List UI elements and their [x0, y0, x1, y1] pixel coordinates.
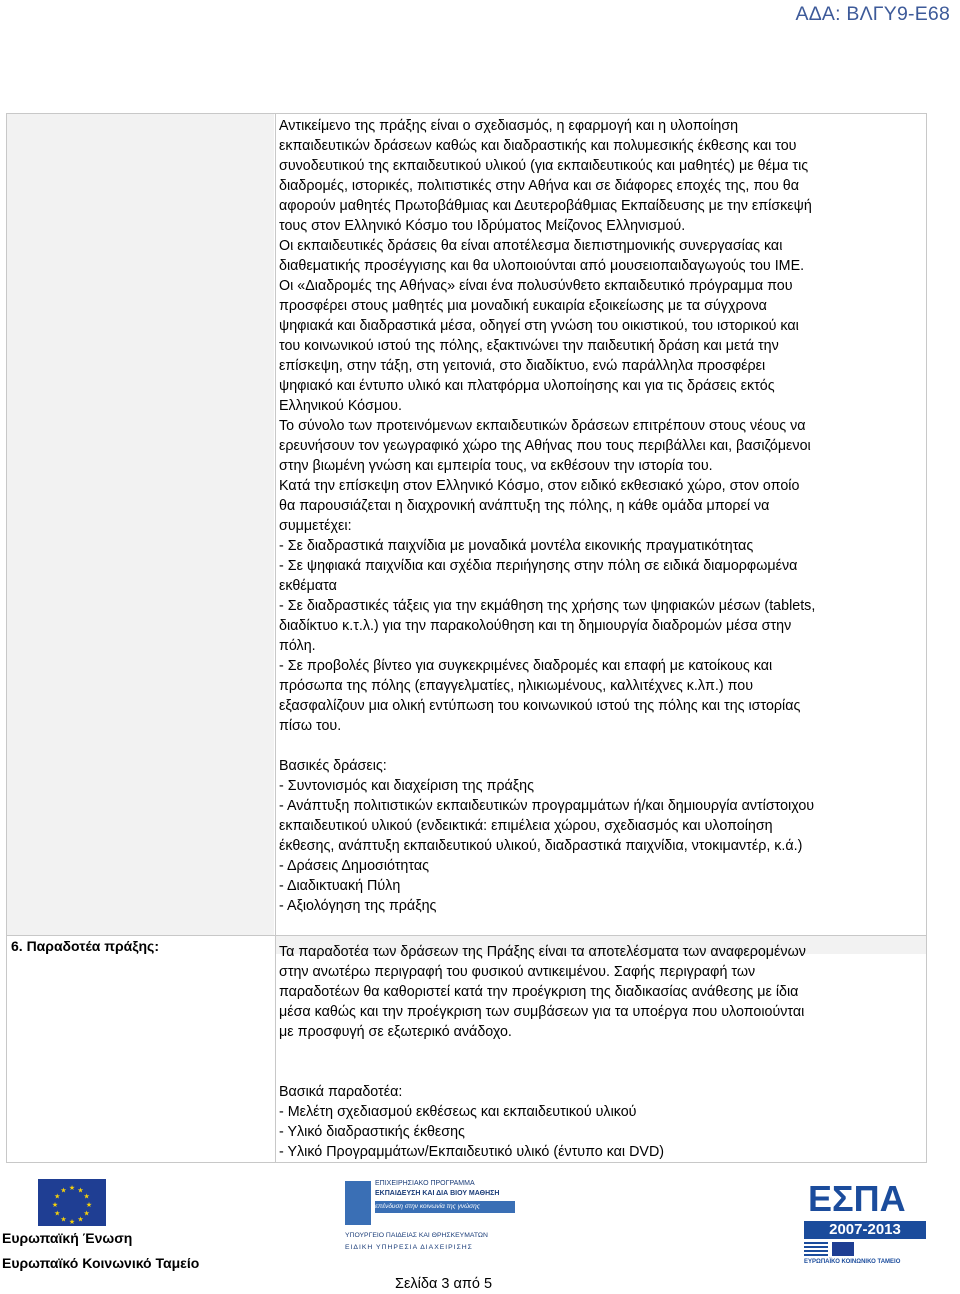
text-line: εκπαιδευτικού υλικού (ενδεικτικά: επιμέλεια χώρου, σχεδιασμός και υλοποίηση [279, 818, 773, 834]
page-number: Σελίδα 3 από 5 [395, 1276, 493, 1292]
svg-text:★: ★ [54, 1209, 61, 1218]
esf-label: Ευρωπαϊκό Κοινωνικό Ταμείο [2, 1255, 200, 1271]
text-line: συνοδευτικού της εκπαιδευτικού υλικού (για εκπαιδευτικούς και μαθητές) με θέμα τις [279, 158, 809, 174]
ada-code: ΑΔΑ: ΒΛΓΥ9-Ε68 [795, 3, 950, 25]
text-line: εξασφαλίζουν μια ολική εντύπωση του κοινωνικού ιστού της πόλης και της ιστορίας [279, 698, 801, 714]
svg-text:★: ★ [68, 1218, 76, 1226]
text-line: - Διαδικτυακή Πύλη [279, 878, 401, 894]
edu-logo-line: ΕΚΠΑΙΔΕΥΣΗ ΚΑΙ ΔΙΑ ΒΙΟΥ ΜΑΘΗΣΗ [375, 1190, 500, 1197]
text-line: - Μελέτη σχεδιασμού εκθέσεως και εκπαιδευτικού υλικού [279, 1104, 637, 1120]
text-line: - Σε διαδραστικές τάξεις για την εκμάθηση της χρήσης των ψηφιακών μέσων (tablets, [279, 598, 816, 614]
text-line: τους στον Ελληνικό Κόσμο του Ιδρύματος Μείζονος Ελληνισμού. [279, 218, 686, 234]
text-line: - Ανάπτυξη πολιτιστικών εκπαιδευτικών προγραμμάτων ή/και δημιουργία αντίστοιχου [279, 798, 815, 814]
text-line: στην ανωτέρω περιγραφή του φυσικού αντικειμένου. Σαφής περιγραφή των [279, 964, 756, 980]
text-line: - Συντονισμός και διαχείριση της πράξης [279, 778, 534, 794]
paragraph-gap [279, 1062, 924, 1082]
text-line: συμμετέχει: [279, 518, 352, 534]
text-line: - Υλικό Προγραμμάτων/Εκπαιδευτικό υλικό (έντυπο και DVD) [279, 1144, 665, 1160]
table-top-border [6, 113, 927, 114]
svg-text:★: ★ [60, 1186, 67, 1195]
text-line: παραδοτέων θα καθοριστεί κατά την προέγκριση της διαδικασίας ανάθεσης με ίδια [279, 984, 799, 1000]
logo-mark-icon [345, 1181, 371, 1225]
edu-logo-line: ΕΙΔΙΚΗ ΥΠΗΡΕΣΙΑ ΔΙΑΧΕΙΡΙΣΗΣ [345, 1244, 473, 1251]
text-line: Οι «Διαδρομές της Αθήνας» είναι ένα πολυσύνθετο εκπαιδευτικό πρόγραμμα που [279, 278, 793, 294]
svg-text:★: ★ [60, 1215, 67, 1224]
text-line: μέσα καθώς και την προέγκριση των συμβάσεων για τα υποέργα που υλοποιούνται [279, 1004, 805, 1020]
text-line: ερευνήσουν τον γεωγραφικό χώρο της Αθήνας που τους περιβάλλει και, βασιζόμενοι [279, 438, 811, 454]
text-line: ψηφιακά και διαδραστικά μέσα, οδηγεί στη γνώση του οικιστικού, του ιστορικού και [279, 318, 799, 334]
paragraph-gap [279, 1042, 924, 1062]
text-line: επίσκεψη, στην τάξη, στη γειτονιά, στο διαδίκτυο, ενώ παράλληλα προσφέρει [279, 358, 766, 374]
text-line: στην βιωμένη γνώση και εμπειρία τους, να εκθέσουν την ιστορία του. [279, 458, 713, 474]
text-line: Βασικές δράσεις: [279, 758, 387, 774]
edu-logo-line: ΕΠΙΧΕΙΡΗΣΙΑΚΟ ΠΡΟΓΡΑΜΜΑ [375, 1180, 475, 1187]
text-line: - Σε ψηφιακά παιχνίδια και σχέδια περιήγησης στην πόλη σε ειδικά διαμορφωμένα [279, 558, 798, 574]
edu-logo-line: ΥΠΟΥΡΓΕΙΟ ΠΑΙΔΕΙΑΣ ΚΑΙ ΘΡΗΣΚΕΥΜΑΤΩΝ [345, 1232, 488, 1239]
text-line: του κοινωνικού ιστού της πόλης, εξακτινώνει την παιδευτική δράση και μετά την [279, 338, 779, 354]
svg-text:★: ★ [51, 1201, 59, 1209]
svg-text:★: ★ [85, 1201, 93, 1209]
espa-years: 2007-2013 [804, 1221, 926, 1239]
text-line: - Σε προβολές βίντεο για συγκεκριμένες διαδρομές και επαφή με κατοίκους και [279, 658, 773, 674]
eu-stars-icon [38, 1179, 106, 1226]
svg-text:★: ★ [83, 1192, 90, 1201]
text-line: - Υλικό διαδραστικής έκθεσης [279, 1124, 465, 1140]
text-line: Αντικείμενο της πράξης είναι ο σχεδιασμός, η εφαρμογή και η υλοποίηση [279, 118, 739, 134]
text-line: διαδρομές, ιστορικές, πολιτιστικές στην Αθήνα και σε διάφορες εποχές της, που θα [279, 178, 799, 194]
text-line: πίσω του. [279, 718, 342, 734]
svg-text:★: ★ [54, 1192, 61, 1201]
deliverables-description [279, 942, 924, 1162]
education-programme-logo [345, 1179, 517, 1257]
espa-title: ΕΣΠΑ [808, 1178, 906, 1219]
text-line: Τα παραδοτέα των δράσεων της Πράξης είναι τα αποτελέσματα των αναφερομένων [279, 944, 806, 960]
espa-caption: ΕΥΡΩΠΑΪΚΟ ΚΟΙΝΩΝΙΚΟ ΤΑΜΕΙΟ [804, 1259, 901, 1265]
text-line: Το σύνολο των προτεινόμενων εκπαιδευτικών δράσεων επιτρέπουν στους νέους να [279, 418, 806, 434]
text-line: ψηφιακό και έντυπο υλικό και πλατφόρμα υλοποίησης και για τις δράσεις εκτός [279, 378, 775, 394]
text-line: με προσφυγή σε εξωτερικό ανάδοχο. [279, 1024, 512, 1040]
text-line: Οι εκπαιδευτικές δράσεις θα είναι αποτέλεσμα διεπιστημονικής συνεργασίας και [279, 238, 783, 254]
espa-logo [804, 1179, 930, 1269]
text-line: πόλη. [279, 638, 316, 654]
svg-text:★: ★ [83, 1209, 90, 1218]
text-line: εκθέματα [279, 578, 337, 594]
table-right-border [926, 113, 927, 1163]
text-line: - Σε διαδραστικά παιχνίδια με μοναδικά μοντέλα εικονικής πραγματικότητας [279, 538, 754, 554]
table-left-border [6, 113, 7, 1163]
svg-text:★: ★ [68, 1184, 76, 1192]
table-row-divider [6, 935, 927, 936]
text-line: Ελληνικού Κόσμου. [279, 398, 402, 414]
paragraph-gap [279, 736, 924, 756]
eu-mini-flag-icon [832, 1242, 854, 1256]
text-line: αφορούν μαθητές Πρωτοβάθμιας και Δευτεροβάθμιας Εκπαίδευσης με την επίσκεψή [279, 198, 812, 214]
eu-union-label: Ευρωπαϊκή Ένωση [2, 1230, 133, 1246]
text-line: εκπαιδευτικών δράσεων καθώς και διαδραστικής και πολυμεσικής έκθεσης και του [279, 138, 797, 154]
text-line: θα παρουσιάζεται η διαχρονική ανάπτυξη της πόλης, η κάθε ομάδα μπορεί να [279, 498, 770, 514]
table-bottom-border [6, 1162, 927, 1163]
label-cell-shade [7, 114, 274, 936]
eu-flag-logo [38, 1179, 106, 1226]
deliverables-label: 6. Παραδοτέα πράξης: [11, 938, 159, 954]
text-line: προσφέρει στους μαθητές μια μοναδική ευκαιρία εξοικείωσης με τα σύγχρονα [279, 298, 767, 314]
text-line: διαδίκτυο κ.τ.λ.) για την παρακολούθηση και τη δημιουργία διαδρομών μέσα στην [279, 618, 792, 634]
text-line: Βασικά παραδοτέα: [279, 1084, 403, 1100]
greek-flag-icon [804, 1242, 828, 1256]
object-description [279, 116, 924, 916]
text-line: - Δράσεις Δημοσιότητας [279, 858, 429, 874]
table-column-divider [275, 113, 276, 1163]
text-line: διαθεματικής προσέγγισης και θα υλοποιούνται από μουσειοπαιδαγωγούς του ΙΜΕ. [279, 258, 805, 274]
text-line: πρόσωπα της πόλης (επαγγελματίες, ηλικιωμένους, καλλιτέχνες κ.λπ.) που [279, 678, 754, 694]
text-line: Κατά την επίσκεψη στον Ελληνικό Κόσμο, στον ειδικό εκθεσιακό χώρο, στον οποίο [279, 478, 800, 494]
edu-logo-line: επένδυση στην κοινωνία της γνώσης [375, 1201, 515, 1213]
text-line: έκθεσης, ανάπτυξη εκπαιδευτικού υλικού, διαδραστικά παιχνίδια, ντοκιμαντέρ, κ.ά.) [279, 838, 803, 854]
svg-text:★: ★ [77, 1186, 84, 1195]
text-line: - Αξιολόγηση της πράξης [279, 898, 437, 914]
svg-text:★: ★ [77, 1215, 84, 1224]
